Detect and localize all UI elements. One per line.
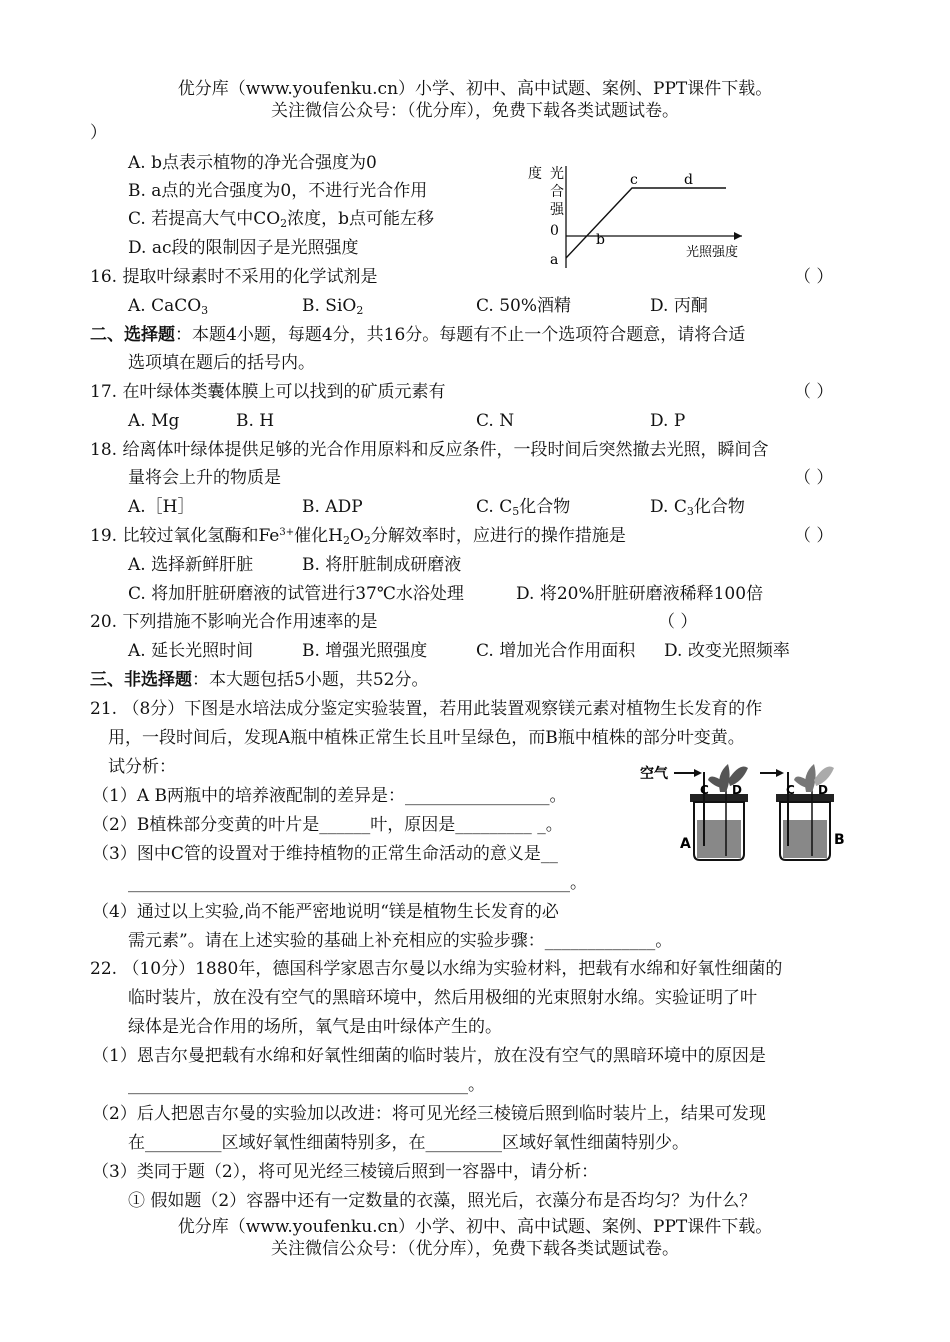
q16-stem: 16. 提取叶绿素时不采用的化学试剂是 — [90, 267, 378, 287]
q22-line-2: 临时装片，放在没有空气的黑暗环境中，然后用极细的光束照射水绵。实验证明了叶 — [128, 988, 757, 1008]
q18-bracket: （ ） — [794, 468, 834, 488]
graph-ylabel-4: 强 — [550, 202, 564, 218]
q16-option-c: C. 50%酒精 — [476, 296, 571, 316]
graph-ylabel-3: 合 — [550, 184, 564, 200]
q21-part-3: （3）图中C管的设置对于维持植物的正常生命活动的意义是__ — [92, 844, 558, 864]
tube-c-label-a: C — [700, 783, 709, 797]
q21-line-3: 试分析： — [108, 757, 176, 777]
q21-part-1: （1）A B两瓶中的培养液配制的差异是：_________________。 — [92, 786, 567, 806]
footer-line-1: 优分库（www.youfenku.cn）小学、初中、高中试题、案例、PPT课件下载。 — [177, 1217, 773, 1237]
q19-option-a: A. 选择新鲜肝脏 — [128, 555, 254, 575]
photosynthesis-graph — [520, 158, 760, 276]
bottle-b-label: B — [834, 832, 845, 848]
q22-part-1-line-2: ________________________________________。 — [128, 1075, 485, 1095]
q21-part-4-line-1: （4）通过以上实验,尚不能严密地说明“镁是植物生长发育的必 — [92, 902, 559, 922]
q16-option-d: D. 丙酮 — [650, 296, 708, 316]
air-arrow-icon — [694, 769, 702, 777]
q20-option-d: D. 改变光照频率 — [664, 641, 790, 661]
graph-ylabel-2: 光 — [550, 166, 564, 182]
header-line-2: 关注微信公众号：（优分库），免费下载各类试题试卷。 — [271, 101, 679, 121]
bottle-a — [690, 764, 748, 860]
q15-option-a: A. b点表示植物的净光合强度为0 — [128, 153, 377, 173]
q17-stem: 17. 在叶绿体类囊体膜上可以找到的矿质元素有 — [90, 382, 446, 402]
x-axis-arrow — [734, 232, 742, 240]
graph-point-a: a — [550, 252, 559, 268]
q18-stem-line-1: 18. 给离体叶绿体提供足够的光合作用原料和反应条件，一段时间后突然撤去光照，瞬间含 — [90, 440, 769, 460]
q16-option-b: B. SiO$_2$ — [302, 296, 364, 317]
tube-c-label-b: C — [786, 783, 795, 797]
q21-line-1: 21. （8分）下图是水培法成分鉴定实验装置，若用此装置观察镁元素对植物生长发育的作 — [90, 699, 763, 719]
q19-option-c: C. 将加肝脏研磨液的试管进行37℃水浴处理 — [128, 584, 464, 604]
q22-line-1: 22. （10分）1880年，德国科学家恩吉尔曼以水绵为实验材料，把载有水绵和好氧性细菌的 — [90, 959, 783, 979]
q19-stem: 19. 比较过氧化氢酶和$Fe^{3+}$催化$H_2O_2$分解效率时，应进行的操作措施是 — [90, 526, 626, 547]
q18-option-b: B. ADP — [302, 497, 363, 517]
q15-option-c: C. 若提高大气中$CO_2$浓度，b点可能左移 — [128, 209, 435, 230]
header-line-1: 优分库（www.youfenku.cn）小学、初中、高中试题、案例、PPT课件下载。 — [177, 79, 773, 99]
q17-option-d: D. P — [650, 411, 686, 431]
tube-d-label-a: D — [732, 783, 742, 797]
q22-part-1-line-1: （1）恩吉尔曼把载有水绵和好氧性细菌的临时装片，放在没有空气的黑暗环境中的原因是 — [92, 1046, 766, 1066]
q17-option-c: C. N — [476, 411, 515, 431]
tube-d-label-b: D — [818, 783, 828, 797]
graph-point-b: b — [596, 232, 605, 248]
q18-option-d: D. $C_3$化合物 — [650, 497, 745, 518]
q19-option-d: D. 将20%肝脏研磨液稀释100倍 — [516, 584, 764, 604]
air-arrow-icon-2 — [776, 769, 784, 777]
q22-part-2-line-1: （2）后人把恩吉尔曼的实验加以改进：将可见光经三棱镜后照到临时装片上，结果可发现 — [92, 1104, 766, 1124]
hydroponics-apparatus — [636, 758, 850, 864]
q17-bracket: （ ） — [794, 382, 834, 402]
q20-option-b: B. 增强光照强度 — [302, 641, 428, 661]
q21-part-4-line-2: 需元素”。请在上述实验的基础上补充相应的实验步骤：_____________。 — [128, 931, 673, 951]
q16-bracket: （ ） — [794, 267, 834, 287]
bottle-b — [776, 764, 834, 860]
q22-part-2-line-2: 在_________区域好氧性细菌特别多，在_________区域好氧性细菌特别少。 — [128, 1133, 689, 1153]
bottle-a-label: A — [680, 836, 691, 852]
q19-bracket: （ ） — [794, 526, 834, 546]
footer-line-2: 关注微信公众号：（优分库），免费下载各类试题试卷。 — [271, 1239, 679, 1259]
q15-option-d: D. ac段的限制因子是光照强度 — [128, 238, 359, 258]
graph-xlabel: 光照强度 — [686, 245, 739, 260]
q15-option-b: B. a点的光合强度为0，不进行光合作用 — [128, 181, 428, 201]
q20-option-a: A. 延长光照时间 — [128, 641, 254, 661]
q18-option-a: A.［H］ — [128, 497, 195, 517]
graph-zero-label: 0 — [550, 223, 559, 239]
q20-option-c: C. 增加光合作用面积 — [476, 641, 636, 661]
graph-ylabel-1: 度 — [528, 166, 542, 182]
q19-option-b: B. 将肝脏制成研磨液 — [302, 555, 462, 575]
q22-part-3-sub-1: ① 假如题（2）容器中还有一定数量的衣藻，照光后，衣藻分布是否均匀？为什么？ — [128, 1191, 757, 1211]
q20-stem: 20. 下列措施不影响光合作用速率的是 — [90, 612, 378, 632]
q21-part-3-blank: ____________________________________________________。 — [128, 873, 587, 893]
graph-point-d: d — [684, 172, 693, 188]
q15-continuation: ） — [90, 123, 107, 143]
q18-option-c: C. $C_5$化合物 — [476, 497, 571, 518]
q18-stem-line-2: 量将会上升的物质是 — [128, 468, 281, 488]
q17-option-a: A. Mg — [128, 411, 180, 431]
section-2-line-2: 选项填在题后的括号内。 — [128, 353, 315, 373]
q17-option-b: B. H — [236, 411, 275, 431]
air-label: 空气 — [640, 766, 668, 782]
q20-bracket: （ ） — [658, 612, 698, 632]
graph-point-c: c — [630, 172, 638, 188]
section-2-line-1: 二、选择题：本题4小题，每题4分，共16分。每题有不止一个选项符合题意，请将合适 — [90, 325, 746, 345]
section-3-heading: 三、非选择题：本大题包括5小题，共52分。 — [90, 670, 429, 690]
q21-part-2: （2）B植株部分变黄的叶片是______叶，原因是_________ _。 — [92, 815, 563, 835]
q16-option-a: A. CaCO$_3$ — [128, 296, 209, 317]
q21-line-2: 用，一段时间后，发现A瓶中植株正常生长且叶呈绿色，而B瓶中植株的部分叶变黄。 — [108, 728, 745, 748]
q22-part-3: （3）类同于题（2），将可见光经三棱镜后照到一容器中，请分析： — [92, 1162, 599, 1182]
q22-line-3: 绿体是光合作用的场所，氧气是由叶绿体产生的。 — [128, 1017, 502, 1037]
